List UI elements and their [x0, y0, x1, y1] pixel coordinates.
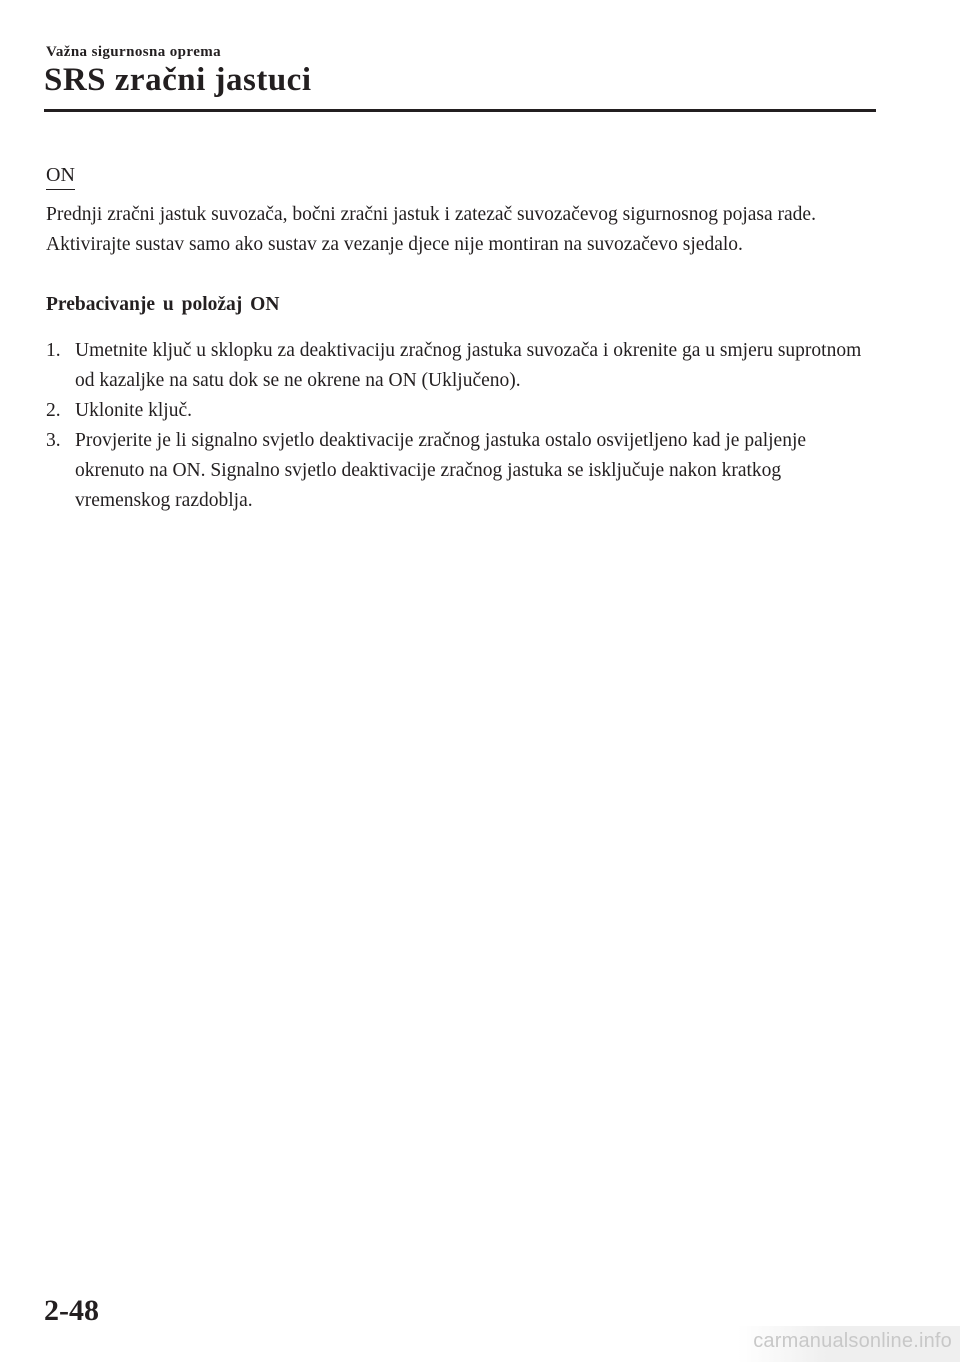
step-item [46, 336, 866, 396]
page-number: 2-48 [44, 1294, 99, 1327]
title-divider [44, 109, 876, 112]
procedure-heading: Prebacivanje u položaj ON [46, 294, 280, 315]
step-text: Umetnite ključ u sklopku za deaktivaciju zračnog jastuka suvozača i okrenite ga u smjeru suprotnom od kazaljke na satu dok se ne okrene na ON (Uključeno). [75, 340, 862, 391]
step-number: 1. [46, 340, 61, 361]
step-text: Provjerite je li signalno svjetlo deaktivacije zračnog jastuka ostalo osvijetljeno kad je paljenje okrenuto na ON. Signalno svjetlo deaktivacije zračnog jastuka se isključuje nakon kratkog vremenskog razdoblja. [75, 430, 807, 511]
step-text: Uklonite ključ. [75, 400, 192, 421]
watermark [738, 1326, 960, 1362]
section-label: Važna sigurnosna oprema [46, 44, 222, 60]
subheading-on: ON [46, 164, 75, 190]
page-title: SRS zračni jastuci [44, 62, 312, 98]
intro-paragraph: Prednji zračni jastuk suvozača, bočni zračni jastuk i zatezač suvozačevog sigurnosnog pojasa rade. Aktivirajte sustav samo ako sustav za vezanje djece nije montiran na suvozačevo sjedalo. [46, 204, 816, 255]
step-number: 3. [46, 430, 61, 451]
step-number: 2. [46, 400, 61, 421]
step-item [46, 426, 866, 516]
procedure-steps [46, 336, 866, 516]
step-item [46, 396, 866, 426]
watermark-text: carmanualsonline.info [753, 1330, 952, 1352]
